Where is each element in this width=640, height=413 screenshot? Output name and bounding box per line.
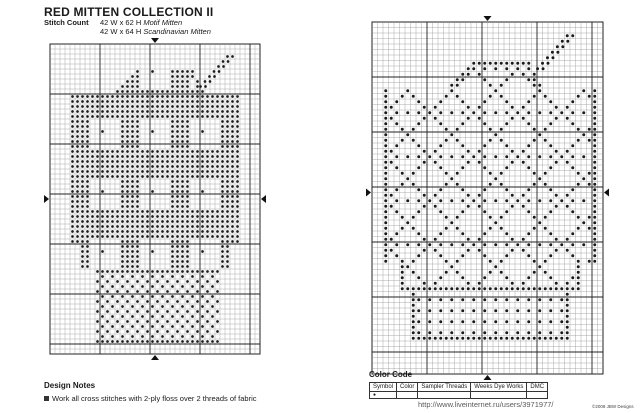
col-sampler-threads: Sampler Threads <box>418 383 471 392</box>
center-marker-right-icon <box>604 189 609 197</box>
center-marker-left-icon <box>366 189 371 197</box>
motif-mitten-grid <box>50 44 260 354</box>
center-marker-right-icon <box>261 195 266 203</box>
stitch-count <box>44 19 211 36</box>
color-code-header-row <box>370 383 548 392</box>
scandinavian-count: 42 W x 64 H <box>100 26 142 36</box>
copyright: ©2008 JBW Designs <box>592 404 634 409</box>
motif-count: 42 W x 62 H <box>100 18 142 27</box>
motif-mitten-chart <box>44 38 266 360</box>
color-code-heading: Color Code <box>369 370 413 379</box>
color-code-row <box>370 392 548 399</box>
design-note-item <box>44 394 257 403</box>
color-code <box>369 370 548 399</box>
center-marker-top-icon <box>151 38 159 43</box>
col-symbol: Symbol <box>370 383 397 392</box>
scandinavian-mitten-chart <box>366 16 609 380</box>
weeks-cell <box>471 392 527 399</box>
center-marker-left-icon <box>44 195 49 203</box>
stitch-count-label: Stitch Count <box>44 18 89 27</box>
col-dmc: DMC <box>527 383 548 392</box>
center-marker-top-icon <box>484 16 492 21</box>
color-code-table <box>369 382 548 399</box>
design-notes <box>44 381 257 403</box>
dmc-cell <box>527 392 548 399</box>
color-cell <box>397 392 418 399</box>
bullet-square-icon <box>44 396 49 401</box>
stitch-count-scandinavian <box>100 27 211 36</box>
design-note-text: Work all cross stitches with 2-ply floss over 2 threads of fabric <box>52 394 257 403</box>
col-weeks-dye-works: Weeks Dye Works <box>471 383 527 392</box>
page-title: RED MITTEN COLLECTION II <box>44 5 214 19</box>
symbol-cell: ● <box>370 392 397 399</box>
scandinavian-name: Scandinavian Mitten <box>143 26 211 36</box>
design-notes-heading: Design Notes <box>44 381 96 390</box>
scandinavian-mitten-grid <box>372 22 603 374</box>
stitch-count-values <box>100 19 211 36</box>
col-color: Color <box>397 383 418 392</box>
center-marker-bottom-icon <box>151 355 159 360</box>
sampler-cell <box>418 392 471 399</box>
motif-name: Motif Mitten <box>143 18 183 27</box>
watermark-url: http://www.liveinternet.ru/users/3971977/ <box>418 400 554 409</box>
